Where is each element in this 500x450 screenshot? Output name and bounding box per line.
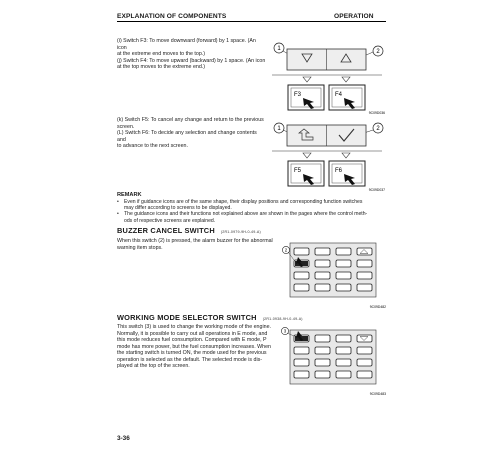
section1-text [117,38,267,71]
buzzer-text [117,238,277,251]
working-mode-text [117,324,279,370]
figure-id: 9C09D482 [369,305,386,309]
section2-line: (k) Switch F5: To cancel any change and return to the previous [117,117,264,123]
indicator-down-icon [342,153,350,158]
callout-1: 1 [277,46,281,53]
indicator-down-icon [303,153,311,158]
remark-title: REMARK [117,192,142,198]
figure-id: 9C09D483 [369,392,386,396]
section2-text [117,117,267,150]
working-mode-line: mode has more power, but the fuel consumption increases. When [117,343,271,350]
section1-line: at the extreme end moves to the top.) [117,51,206,57]
section-title: EXPLANATION OF COMPONENTS [117,13,227,20]
remark-line: Even if guidance icons are of the same shape, their display positions and corresponding function switches [124,199,363,205]
section2-line: to advance to the next screen. [117,143,188,149]
working-mode-code: (2R1-0938-9H-0-49-A) [262,317,303,321]
buzzer-switch-figure [280,240,388,310]
working-mode-line: Normally, it is possible to carry out all operations in E mode, and [117,330,268,337]
working-mode-line: This switch (3) is used to change the working mode of the engine. [117,324,271,330]
remark-bullet [117,199,389,211]
f6-key-label: F6 [335,168,343,174]
bullet-dot: • [117,211,119,218]
working-mode-line: played at the top of the screen. [117,363,190,369]
f3-key-label: F3 [294,92,302,98]
working-mode-title: WORKING MODE SELECTOR SWITCH [117,313,257,322]
buzzer-line: When this switch (2) is pressed, the alarm buzzer for the abnormal [117,238,273,244]
bullet-dot: • [117,199,119,205]
section1-line: (i) Switch F3: To move downward (forward) by 1 space. (An icon [117,38,256,51]
buzzer-code: (2R1-0979-9H-0-49-A) [220,230,261,234]
f3-f4-switch-figure [267,40,387,116]
callout-1: 1 [277,126,281,133]
section2-line: (L) Switch F6: To decide any selection and change contents and [117,130,257,143]
buzzer-heading [117,226,261,235]
working-mode-line: this mode reduces fuel consumption. Compared with E mode, P [117,337,267,343]
chapter-title: OPERATION [334,13,374,20]
callout-2: 2 [376,49,380,56]
working-mode-switch-figure [280,327,388,397]
indicator-down-icon [303,77,311,82]
section1-line: at the top moves to the extreme end.) [117,64,206,70]
callout-3: 3 [283,328,287,334]
callout-2: 2 [376,126,380,133]
indicator-down-icon [342,77,350,82]
remark-line: ods of respective screens are explained. [124,217,216,224]
f5-f6-switch-figure [267,117,387,193]
callout-2: 2 [284,247,288,253]
section1-line: (j) Switch F4: To move upward (backward) by 1 space. (An icon [117,57,266,64]
working-mode-line: operation is selected as the default. The selected mode is dis- [117,356,263,363]
f5-key-label: F5 [294,168,302,174]
buzzer-title: BUZZER CANCEL SWITCH [117,226,215,235]
buzzer-line: warning item stops. [117,244,163,251]
figure-id: 9C09D037 [368,188,385,192]
remark-line: The guidance icons and their functions not explained above are shown in the pages where the control meth- [124,211,368,218]
working-mode-heading [117,313,303,322]
header-rule [117,21,386,22]
remark-line: may differ according to screens to be displayed. [124,205,232,212]
remark-list [117,199,389,224]
f4-key-label: F4 [335,92,343,98]
working-mode-line: the starting switch is turned ON, the mode used for the previous [117,350,267,356]
remark-bullet [117,211,389,223]
section2-line: screen. [117,123,135,130]
page-number: 3-36 [117,435,130,442]
figure-id: 9C09D036 [368,111,385,115]
